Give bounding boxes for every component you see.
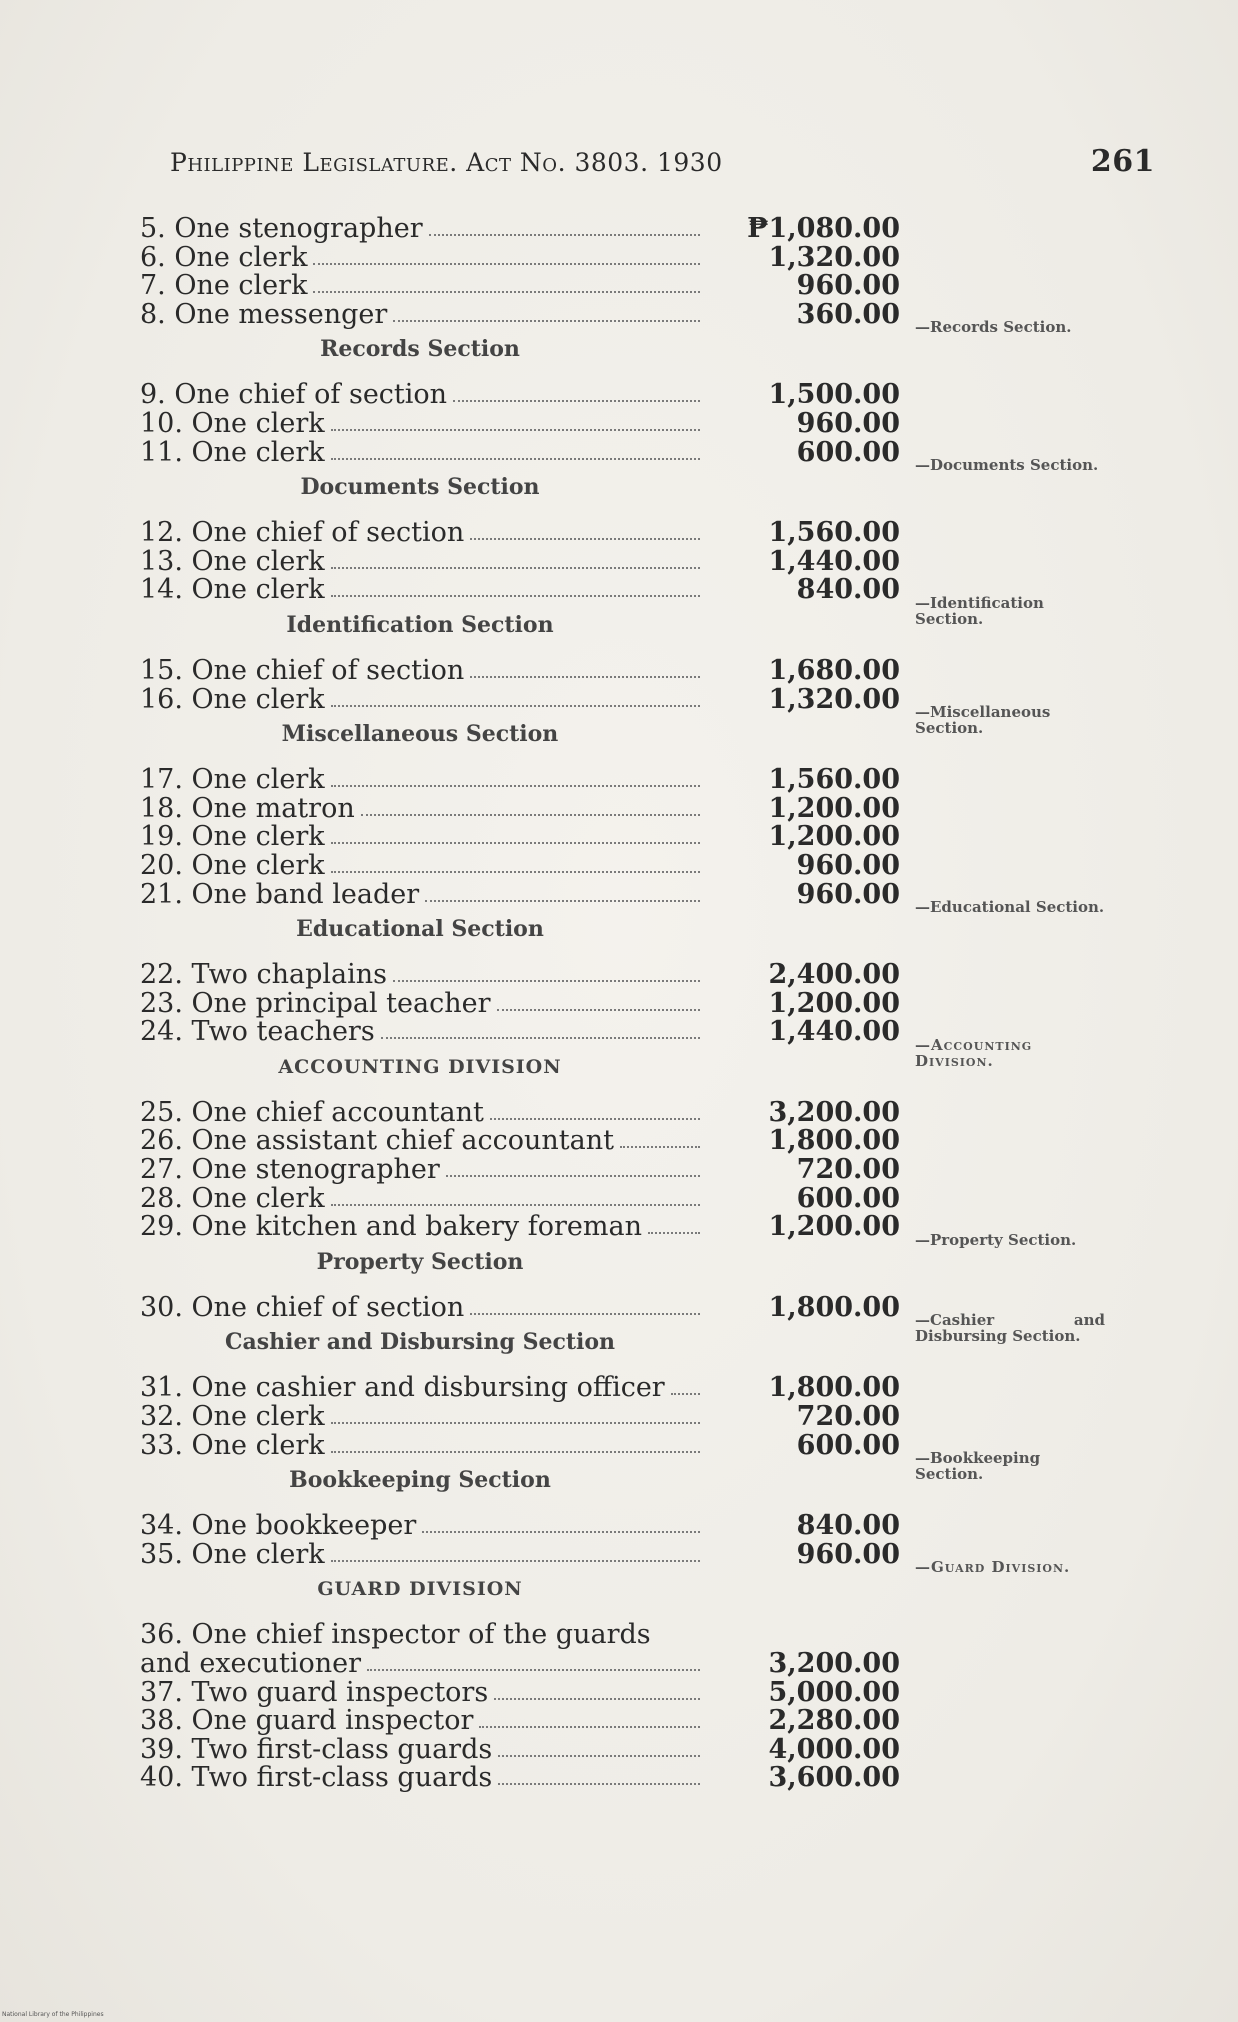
section-heading [140,1311,1105,1362]
section-heading-text: GUARD DIVISION [317,1578,523,1601]
dot-leader [429,215,700,236]
dot-leader [361,795,700,816]
spacer [140,949,1090,961]
item-label [140,244,700,273]
appropriation-list [140,213,1105,1794]
dot-leader [331,823,700,844]
line-item [140,654,1090,686]
item-text: 10. One clerk [140,409,325,439]
dot-leader [497,990,701,1011]
item-label [140,1541,700,1570]
dot-leader [620,1127,700,1148]
item-label [140,1707,700,1736]
line-item [140,823,1090,852]
item-text: 35. One clerk [140,1540,325,1570]
item-label [140,1127,700,1156]
item-amount: 3,600.00 [768,1762,900,1794]
dot-leader [393,961,700,982]
section-heading [140,1035,1033,1087]
section-heading-text: Cashier and Disbursing Section [224,1329,616,1356]
dot-leader [470,519,700,540]
item-label [140,1374,700,1403]
line-item [140,1374,1090,1403]
item-amount: 1,200.00 [768,821,900,853]
item-text: 7. One clerk [140,272,308,301]
spacer [140,507,1090,519]
section-heading [140,703,1051,754]
item-amount: 3,200.00 [768,1648,900,1679]
line-item [140,1650,1090,1679]
item-label [140,852,700,881]
item-amount: 3,200.00 [768,1096,900,1128]
dot-leader [498,1764,700,1785]
margin-note: —Cashier and Disbursing Section. [915,1311,1105,1346]
item-amount: 2,280.00 [768,1705,900,1737]
item-text: 14. One clerk [140,576,325,605]
line-item [140,241,1090,273]
item-text: 29. One kitchen and bakery foreman [140,1213,642,1242]
dot-leader [331,576,700,597]
item-label [140,1403,700,1432]
section-heading [140,593,1044,645]
section-heading [140,898,1105,949]
item-label [140,1213,700,1242]
item-text: 13. One clerk [140,547,325,577]
item-amount: 960.00 [796,270,900,302]
line-item [140,545,1090,577]
item-amount: 4,000.00 [768,1733,900,1765]
section-heading-text: Miscellaneous Section [281,721,559,748]
spacer [140,1282,1090,1294]
item-amount: 1,800.00 [768,1291,900,1323]
item-amount: 600.00 [796,436,900,468]
item-text: 25. One chief accountant [140,1098,484,1128]
item-label [140,686,700,715]
item-label [140,1185,700,1214]
item-text: 22. Two chaplains [140,961,388,990]
margin-note: —Bookkeeping Section. [915,1449,1041,1484]
item-amount: 960.00 [796,849,900,881]
page-number: 261 [1090,144,1155,179]
dot-leader [470,1294,700,1315]
item-amount: 720.00 [796,1154,900,1186]
item-label [140,439,700,468]
line-item [140,1733,1090,1765]
item-text: 40. Two first-class guards [140,1764,493,1793]
dot-leader [331,766,700,787]
dot-leader [331,1185,700,1206]
item-label [140,1621,700,1650]
item-text: 5. One stenographer [140,215,423,244]
item-amount: 1,560.00 [768,517,900,549]
section-heading-text: Records Section [320,336,520,363]
dot-leader [331,1403,700,1424]
item-label [140,881,700,910]
item-label [140,301,700,330]
item-amount: 1,200.00 [768,1211,900,1243]
item-text: 6. One clerk [140,243,308,273]
line-item [140,1621,1090,1650]
item-text: 9. One chief of section [140,381,448,410]
line-item [140,1156,1090,1185]
line-item [140,1707,1090,1736]
section-heading [140,456,1099,507]
item-label [140,990,700,1019]
item-label [140,1512,700,1541]
line-item [140,1764,1090,1793]
item-amount: 360.00 [796,298,900,330]
dot-leader [490,1099,700,1120]
dot-leader [367,1650,700,1671]
item-amount: 5,000.00 [768,1676,900,1708]
spacer [140,754,1090,766]
dot-leader [453,381,700,402]
item-label [140,1736,700,1765]
item-label [140,215,700,244]
line-item [140,961,1090,990]
dot-leader [393,301,700,322]
margin-note: —Educational Section. [915,898,1105,917]
page-header [170,144,1155,188]
line-item [140,215,1090,244]
item-label [140,576,700,605]
dot-leader [470,657,700,678]
margin-note: —Documents Section. [915,456,1099,475]
dot-leader [479,1707,700,1728]
item-amount: 2,400.00 [768,959,900,991]
section-heading-text: Identification Section [286,611,554,638]
item-text: 37. Two guard inspectors [140,1678,489,1708]
dot-leader [494,1679,700,1700]
item-amount: 1,680.00 [768,654,900,686]
dot-leader [331,1432,700,1453]
spacer [140,369,1090,381]
section-heading [140,1230,1077,1282]
item-text: 33. One clerk [140,1431,325,1461]
line-item [140,1096,1090,1128]
line-item [140,1403,1090,1432]
line-item [140,1512,1090,1541]
item-text: 18. One matron [140,794,355,824]
item-amount: 1,320.00 [768,241,900,273]
section-heading-text: Property Section [316,1248,524,1275]
dot-leader [331,1541,700,1562]
dot-leader [422,1512,700,1533]
item-amount: 1,440.00 [768,1016,900,1048]
spacer [140,1362,1090,1374]
item-label [140,961,700,990]
item-text: 32. One clerk [140,1403,325,1432]
dot-leader [313,244,700,265]
spacer [140,1087,1090,1099]
item-text: 20. One clerk [140,851,325,881]
item-label [140,1432,700,1461]
item-amount: 1,500.00 [768,379,900,411]
dot-leader [313,272,700,293]
line-item [140,407,1090,439]
dot-leader [425,881,700,902]
spacer [140,645,1090,657]
item-text: and executioner [140,1650,362,1679]
item-label [140,823,700,852]
item-amount: 1,200.00 [768,792,900,824]
item-amount: 720.00 [796,1401,900,1433]
margin-note: —Miscellaneous Section. [915,703,1051,738]
item-text: 31. One cashier and disbursing officer [140,1374,665,1404]
item-amount: 1,800.00 [768,1372,900,1404]
library-footer: National Library of the Philippines [2,2011,104,2018]
item-label [140,1764,700,1793]
margin-note: —Guard Division. [915,1558,1071,1577]
spacer [140,1500,1090,1512]
dot-leader [331,852,700,873]
item-label [140,1099,700,1128]
item-text: 12. One chief of section [140,519,465,548]
item-label [140,548,700,577]
dot-leader [331,439,700,460]
dot-leader [331,410,700,431]
margin-note: —Records Section. [915,318,1072,337]
item-amount: 1,320.00 [768,683,900,715]
item-amount: 1,440.00 [768,545,900,577]
section-heading [140,318,1072,369]
item-text: 16. One clerk [140,685,325,715]
margin-note: —Identification Section. [915,593,1044,628]
item-text: 11. One clerk [140,438,325,468]
line-item [140,849,1090,881]
section-heading-text: ACCOUNTING DIVISION [278,1055,562,1078]
line-item [140,766,1090,795]
section-heading-text: Bookkeeping Section [289,1467,551,1494]
section-heading [140,1558,1071,1609]
item-label [140,410,700,439]
item-amount: 840.00 [796,574,900,606]
item-text: 27. One stenographer [140,1156,440,1185]
item-amount: 840.00 [796,1510,900,1542]
item-label [140,795,700,824]
item-amount: ₱1,080.00 [747,213,900,244]
item-label [140,657,700,686]
item-amount: 1,200.00 [768,987,900,1019]
item-label [140,1294,700,1323]
section-heading [140,1449,1041,1500]
item-text: 23. One principal teacher [140,989,491,1019]
dot-leader [498,1736,700,1757]
running-title: Philippine Legislature. Act No. 3803. 1930 [170,148,723,177]
item-label [140,1018,700,1047]
spacer [140,1609,1090,1621]
dot-leader [446,1156,700,1177]
section-heading-text: Documents Section [300,474,540,501]
item-amount: 600.00 [796,1429,900,1461]
item-text: 21. One band leader [140,880,420,910]
line-item [140,272,1090,301]
margin-note: —Property Section. [915,1230,1077,1249]
item-label [140,1156,700,1185]
line-item [140,1127,1090,1156]
line-item [140,1182,1090,1214]
item-amount: 1,560.00 [768,764,900,796]
item-text: 34. One bookkeeper [140,1512,417,1541]
dot-leader [381,1018,700,1039]
item-amount: 960.00 [796,878,900,910]
item-text: 28. One clerk [140,1184,325,1214]
item-label [140,766,700,795]
dot-leader [648,1213,700,1234]
item-text: 15. One chief of section [140,656,465,686]
item-text: 38. One guard inspector [140,1707,474,1736]
item-label [140,519,700,548]
item-amount: 960.00 [796,407,900,439]
item-label [140,381,700,410]
line-item [140,792,1090,824]
item-text: 30. One chief of section [140,1293,465,1323]
section-heading-text: Educational Section [296,916,544,943]
item-text: 24. Two teachers [140,1018,375,1047]
item-label [140,1679,700,1708]
item-label [140,1650,700,1679]
dot-leader [331,686,700,707]
item-label [140,272,700,301]
item-text: 19. One clerk [140,823,325,852]
item-text: 17. One clerk [140,766,325,795]
dot-leader [331,548,700,569]
margin-note: —Accounting Division. [915,1035,1033,1070]
item-amount: 600.00 [796,1182,900,1214]
item-text: 8. One messenger [140,300,388,330]
line-item [140,1676,1090,1708]
item-text: 39. Two first-class guards [140,1735,493,1765]
line-item [140,987,1090,1019]
item-text: 36. One chief inspector of the guards [140,1621,651,1650]
line-item [140,381,1090,410]
dot-leader [671,1374,700,1395]
line-item [140,519,1090,548]
item-text: 26. One assistant chief accountant [140,1127,614,1157]
item-amount: 960.00 [796,1538,900,1570]
item-amount: 1,800.00 [768,1125,900,1157]
